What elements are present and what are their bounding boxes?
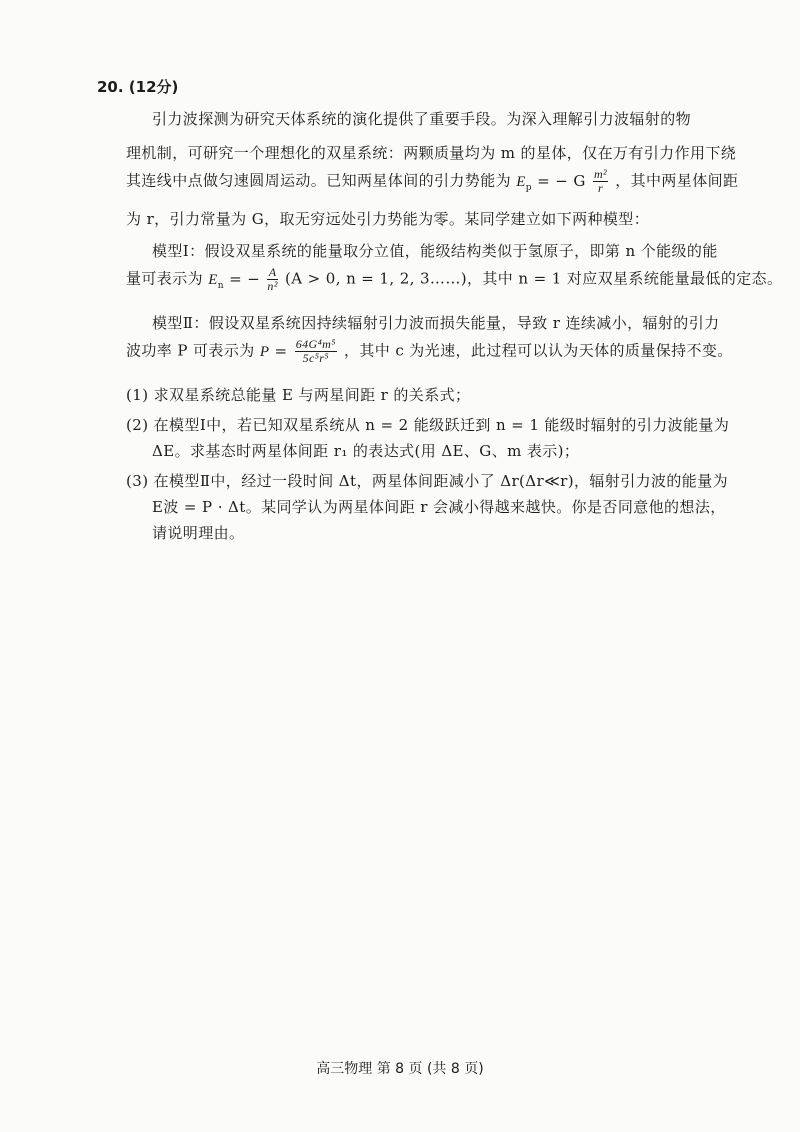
model2-lhs: P <box>259 343 270 360</box>
model1-denominator: n² <box>267 279 278 293</box>
model2-denominator: 5c⁵r⁵ <box>302 351 329 365</box>
potential-denominator: r <box>597 181 604 195</box>
potential-eq: = − G <box>531 171 586 190</box>
model2-numerator: 64G⁴m⁵ <box>295 337 336 351</box>
model1-numerator: A <box>268 265 277 279</box>
part-3-line-3: 请说明理由。 <box>152 524 245 542</box>
part-2-line-2: ΔE。求基态时两星体间距 r₁ 的表达式(用 ΔE、G、m 表示)； <box>152 442 580 460</box>
model2-line-2-text: 波功率 P 可表示为 <box>126 341 255 360</box>
page-footer: 高三物理 第 8 页 (共 8 页) <box>316 1061 484 1077</box>
part-2-line-1: (2) 在模型Ⅰ中，若已知双星系统从 n = 2 能级跃迁到 n = 1 能级时辐射的引力波能量为 <box>126 416 730 434</box>
model1-eq: = − <box>223 269 261 288</box>
model1-line-2-text: 量可表示为 <box>126 269 204 288</box>
question-header: 20. (12分) <box>97 78 179 96</box>
model1-line-2-tail: (A > 0, n = 1, 2, 3……)，其中 n = 1 对应双星系统能量最低的定态。 <box>285 269 783 288</box>
intro-line-1: 引力波探测为研究天体系统的演化提供了重要手段。为深入理解引力波辐射的物 <box>152 110 692 128</box>
part-3-line-1: (3) 在模型Ⅱ中，经过一段时间 Δt，两星体间距减小了 Δr(Δr≪r)，辐射引力波的能量为 <box>126 472 728 490</box>
intro-line-2: 理机制，可研究一个理想化的双星系统：两颗质量均为 m 的星体，仅在万有引力作用下绕 <box>126 144 737 162</box>
intro-line-3-tail: ，其中两星体间距 <box>615 171 739 190</box>
model2-eq: = <box>269 341 293 360</box>
model2-formula <box>259 337 344 365</box>
part-1: (1) 求双星系统总能量 E 与两星间距 r 的关系式； <box>126 386 471 404</box>
intro-line-4: 为 r，引力常量为 G，取无穷远处引力势能为零。某同学建立如下两种模型： <box>126 210 650 228</box>
potential-lhs: E <box>516 173 526 190</box>
model1-line-1: 模型Ⅰ：假设双星系统的能量取分立值，能级结构类似于氢原子，即第 n 个能级的能 <box>152 242 718 260</box>
potential-lhs-sub: p <box>525 182 532 193</box>
model2-fraction <box>295 338 337 365</box>
model2-line-2-tail: ，其中 c 为光速，此过程可以认为天体的质量保持不变。 <box>343 341 733 360</box>
model2-line-1: 模型Ⅱ：假设双星系统因持续辐射引力波而损失能量，导致 r 连续减小，辐射的引力 <box>152 314 720 332</box>
model2-line-2 <box>126 338 733 365</box>
model1-formula <box>208 265 285 293</box>
potential-fraction <box>593 168 608 195</box>
potential-numerator: m² <box>593 167 608 181</box>
model1-fraction <box>267 266 277 293</box>
model1-lhs: E <box>208 271 218 288</box>
model1-line-2 <box>126 266 782 293</box>
intro-line-3 <box>126 168 738 195</box>
part-3-line-2: E波 = P · Δt。某同学认为两星体间距 r 会减小得越来越快。你是否同意他的想法， <box>152 498 726 516</box>
model1-lhs-sub: n <box>217 280 224 291</box>
potential-formula <box>516 167 615 195</box>
intro-line-3-text: 其连线中点做匀速圆周运动。已知两星体间的引力势能为 <box>126 171 512 190</box>
